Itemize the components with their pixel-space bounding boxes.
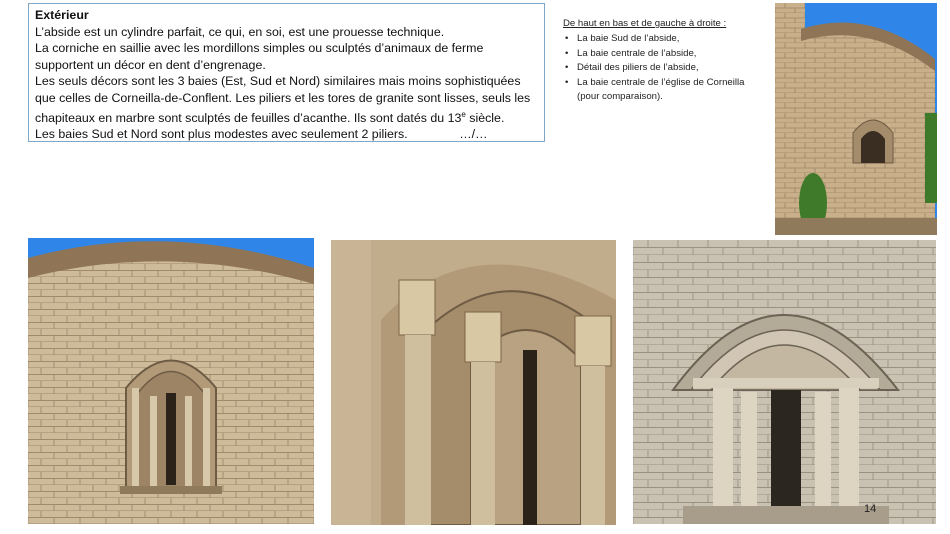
photo-pillar-detail bbox=[331, 240, 616, 525]
caption-text: La baie Sud de l’abside, bbox=[577, 33, 680, 45]
captions-list bbox=[563, 32, 768, 104]
text-line-2: La corniche en saillie avec les mordillons simples ou sculptés d’animaux de ferme bbox=[35, 41, 484, 56]
captions-heading: De haut en bas et de gauche à droite : bbox=[563, 18, 727, 29]
text-line-1: L’abside est un cylindre parfait, ce qui, en soi, est une prouesse technique. bbox=[35, 24, 445, 39]
section-title: Extérieur bbox=[35, 8, 89, 22]
caption-item bbox=[565, 61, 768, 75]
text-line-5: que celles de Corneilla-de-Conflent. Les piliers et les tores de granite sont lisses, seuls les bbox=[35, 90, 531, 105]
bullet-icon: • bbox=[565, 33, 569, 45]
caption-text: Détail des piliers de l’abside, bbox=[577, 62, 699, 74]
text-line-3: supportent un décor en dent d’engrenage. bbox=[35, 57, 266, 72]
bullet-icon: • bbox=[565, 62, 569, 74]
caption-item bbox=[565, 47, 768, 61]
photo-captions bbox=[563, 17, 768, 104]
photo-corneilla-apse bbox=[775, 3, 937, 235]
text-line-6-main: chapiteaux en marbre sont sculptés de feuilles d’acanthe. Ils sont datés du 13 bbox=[35, 110, 462, 125]
text-line-6-tail: siècle. bbox=[465, 110, 505, 125]
page-number: 14 bbox=[864, 503, 877, 515]
century-superscript: e bbox=[461, 109, 466, 119]
text-line-6 bbox=[35, 107, 538, 127]
bullet-icon: • bbox=[565, 76, 569, 88]
bullet-icon: • bbox=[565, 47, 569, 59]
caption-item bbox=[565, 32, 768, 46]
text-line-7: Les baies Sud et Nord sont plus modestes avec seulement 2 piliers. …/… bbox=[35, 127, 488, 142]
caption-item bbox=[565, 76, 768, 105]
caption-text: La baie centrale de l’église de Corneilla (pour comparaison). bbox=[577, 76, 745, 103]
photo-south-bay bbox=[28, 238, 314, 524]
caption-text: La baie centrale de l’abside, bbox=[577, 47, 697, 59]
description-text-box bbox=[28, 3, 545, 142]
text-line-4: Les seuls décors sont les 3 baies (Est, Sud et Nord) similaires mais moins sophistiquées bbox=[35, 74, 521, 89]
photo-corneilla-central-bay bbox=[633, 240, 936, 524]
